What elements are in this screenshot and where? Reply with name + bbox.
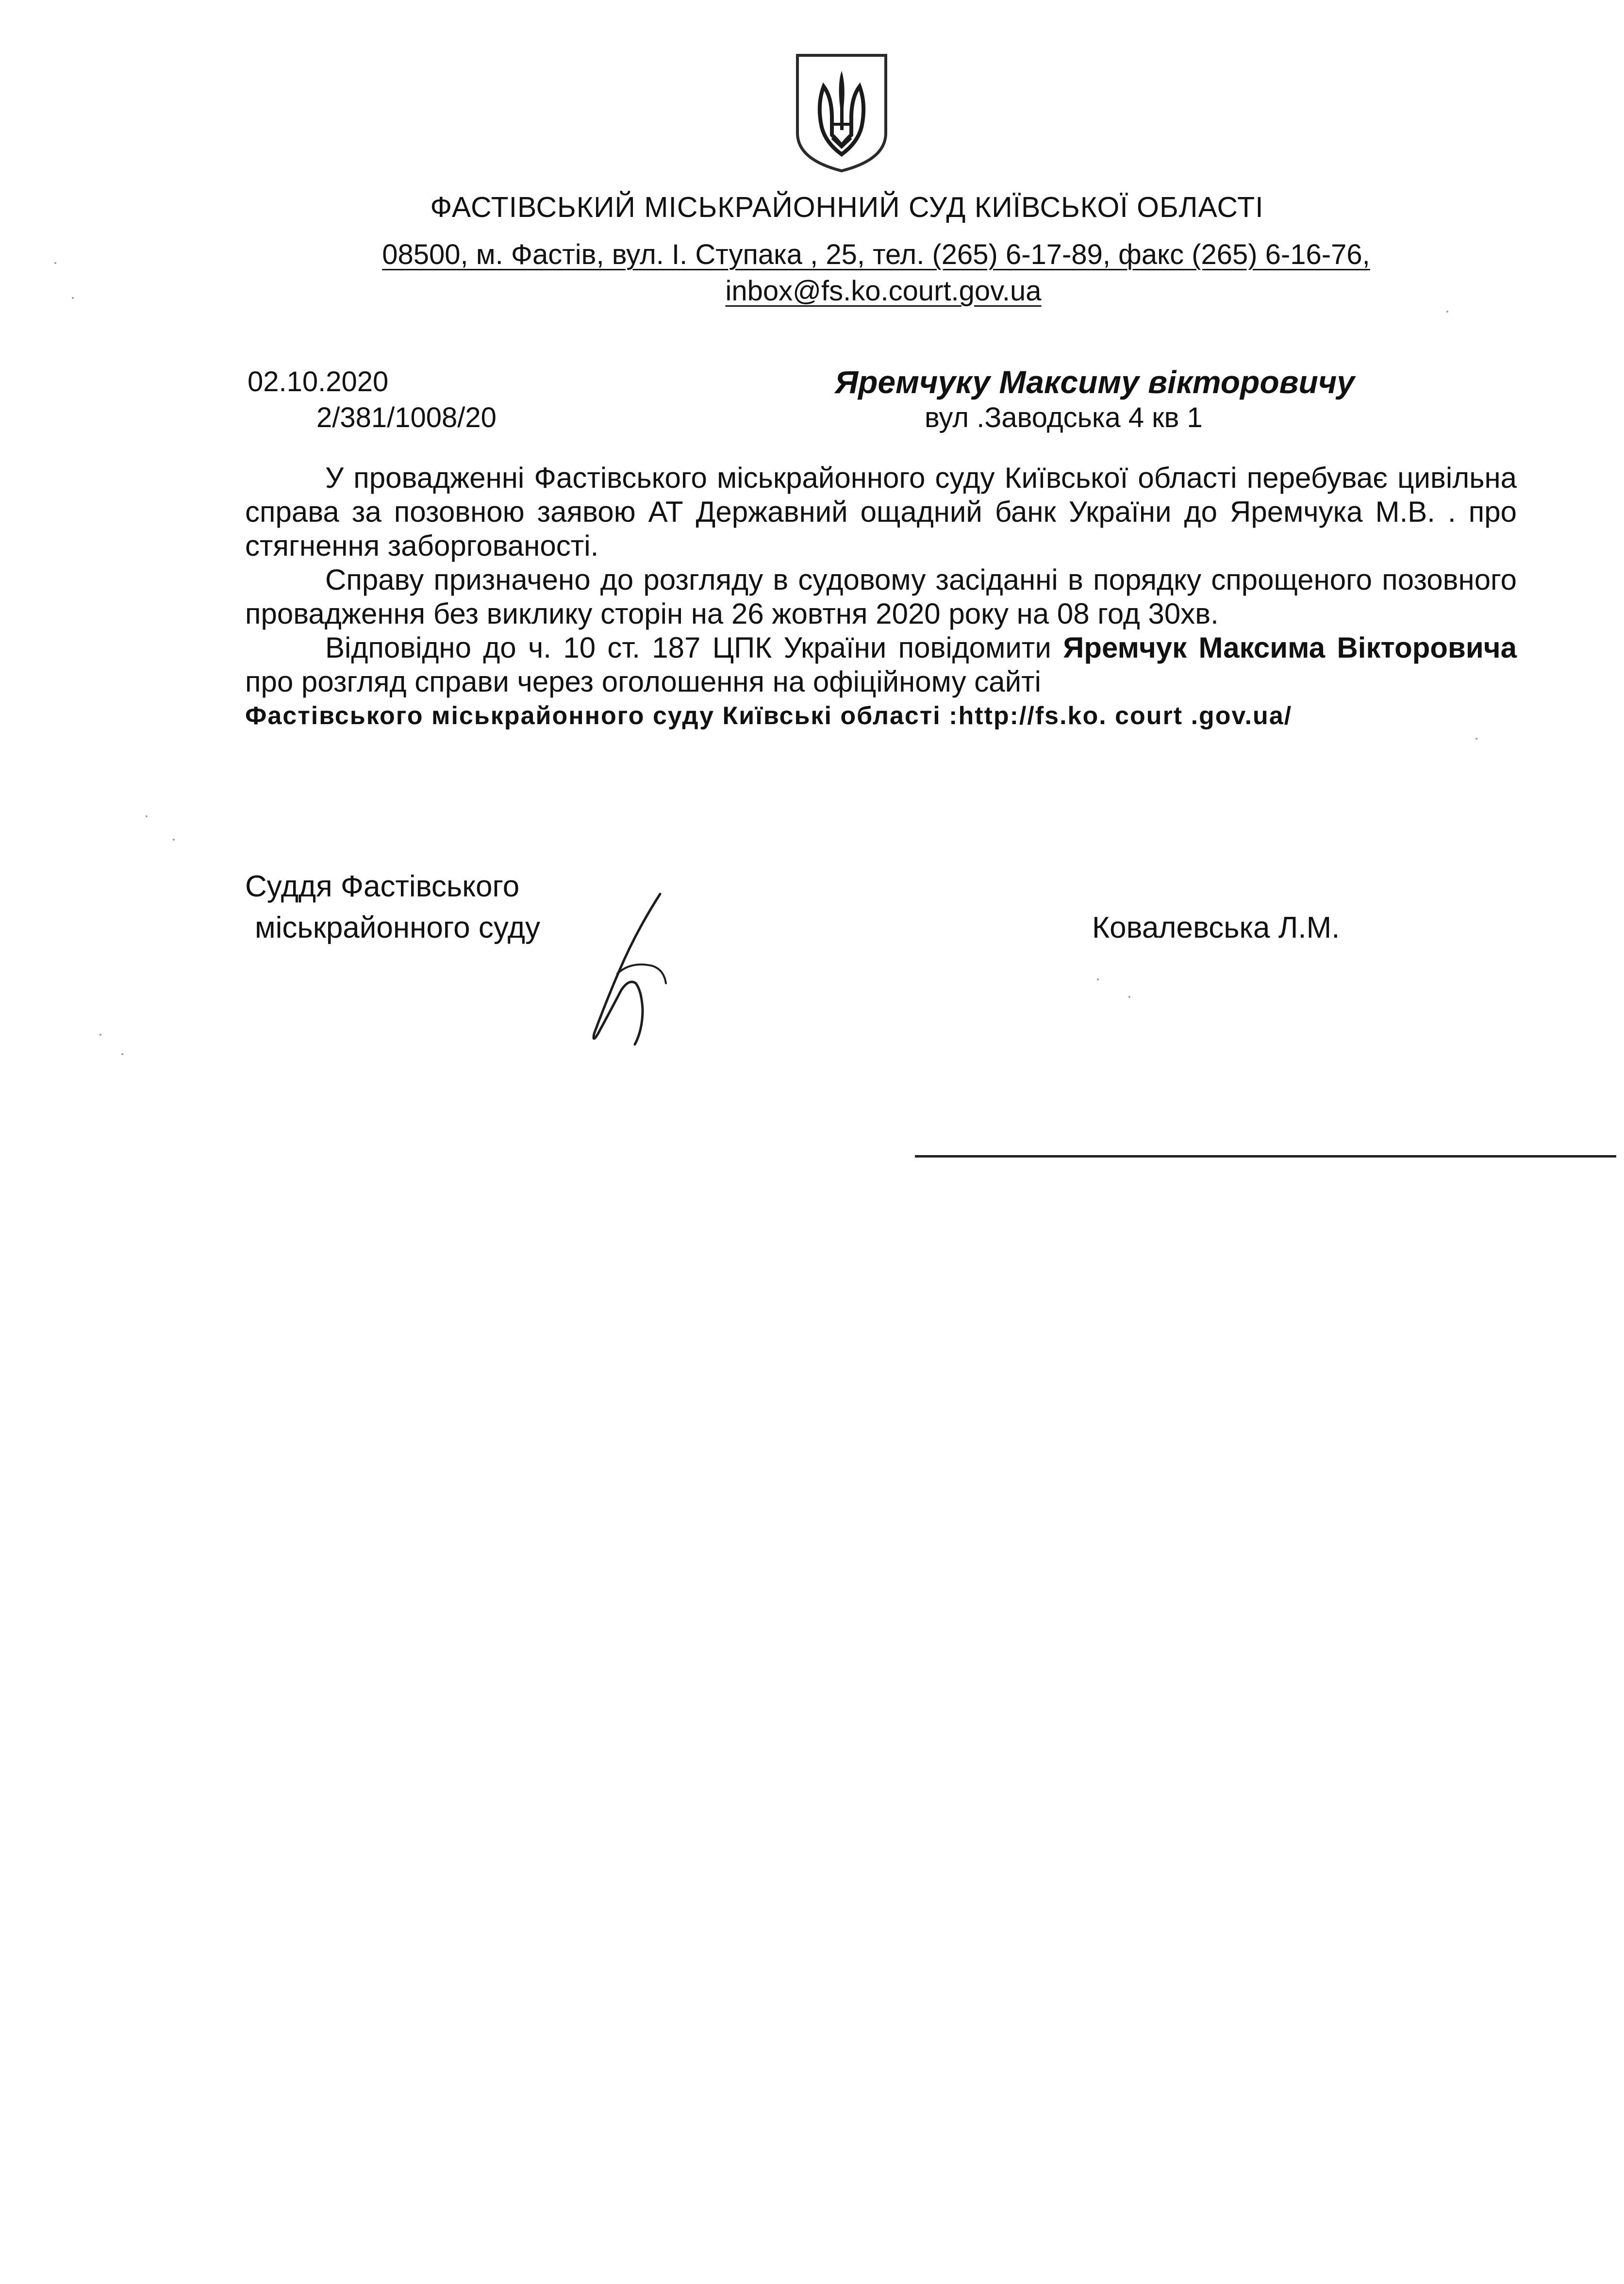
judge-name: Ковалевська Л.М. (1092, 911, 1340, 944)
court-contacts-text: 08500, м. Фастів, вул. І. Ступака , 25, тел. (265) 6-17-89, факс (265) 6-16-76, (382, 239, 1370, 270)
scan-speckle (54, 262, 56, 264)
scan-speckle (1446, 311, 1448, 313)
court-website-line: Фастівського міськрайонного суду Київські області :http://fs.ko. court .gov.ua/ (245, 702, 1293, 730)
ukraine-emblem-icon (794, 50, 890, 175)
court-name: ФАСТІВСЬКИЙ МІСЬКРАЙОННИЙ СУД КИЇВСЬКОЇ ОБЛАСТІ (430, 191, 1264, 223)
document-number: 2/381/1008/20 (316, 402, 497, 433)
scan-speckle (99, 1034, 101, 1036)
scan-speckle (121, 1053, 123, 1055)
scan-speckle (1097, 978, 1099, 980)
defendant-name: Яремчук Максима Вікторовича (1063, 631, 1517, 664)
paragraph-1: У провадженні Фастівського міськрайонного суду Київської області перебуває цивільна справа за позовною заявою АТ Державний ощадний банк України до Яремчука М.В. . про стягнення заборгованості. (245, 462, 1517, 562)
document-body (245, 461, 1517, 733)
scan-speckle (1475, 738, 1477, 740)
scan-speckle (1128, 996, 1130, 998)
court-email (641, 274, 1126, 308)
handwritten-signature (573, 888, 694, 1048)
bottom-rule (915, 1155, 1616, 1158)
scan-speckle (146, 815, 148, 817)
paragraph-3-tail: про розгляд справи через оголошення на офіційному сайті (245, 665, 1041, 698)
paragraph-2: Справу призначено до розгляду в судовому засіданні в порядку спрощеного позовного провадження без виклику сторін на 26 жовтня 2020 року на 08 год 30хв. (245, 563, 1517, 630)
paragraph-3 (245, 631, 1517, 699)
court-email-text: inbox@fs.ko.court.gov.ua (725, 275, 1042, 307)
judge-title-line-1: Суддя Фастівського (245, 870, 520, 903)
scan-speckle (72, 297, 74, 299)
court-contacts (330, 238, 1422, 272)
scan-speckle (173, 839, 175, 841)
recipient-address: вул .Заводська 4 кв 1 (925, 402, 1203, 433)
document-date: 02.10.2020 (248, 366, 389, 397)
judge-title-line-2: міськрайонного суду (255, 911, 540, 944)
recipient-name: Яремчуку Максиму вікторовичу (835, 364, 1355, 400)
paragraph-3-intro: Відповідно до ч. 10 ст. 187 ЦПК України повідомити (325, 631, 1063, 664)
